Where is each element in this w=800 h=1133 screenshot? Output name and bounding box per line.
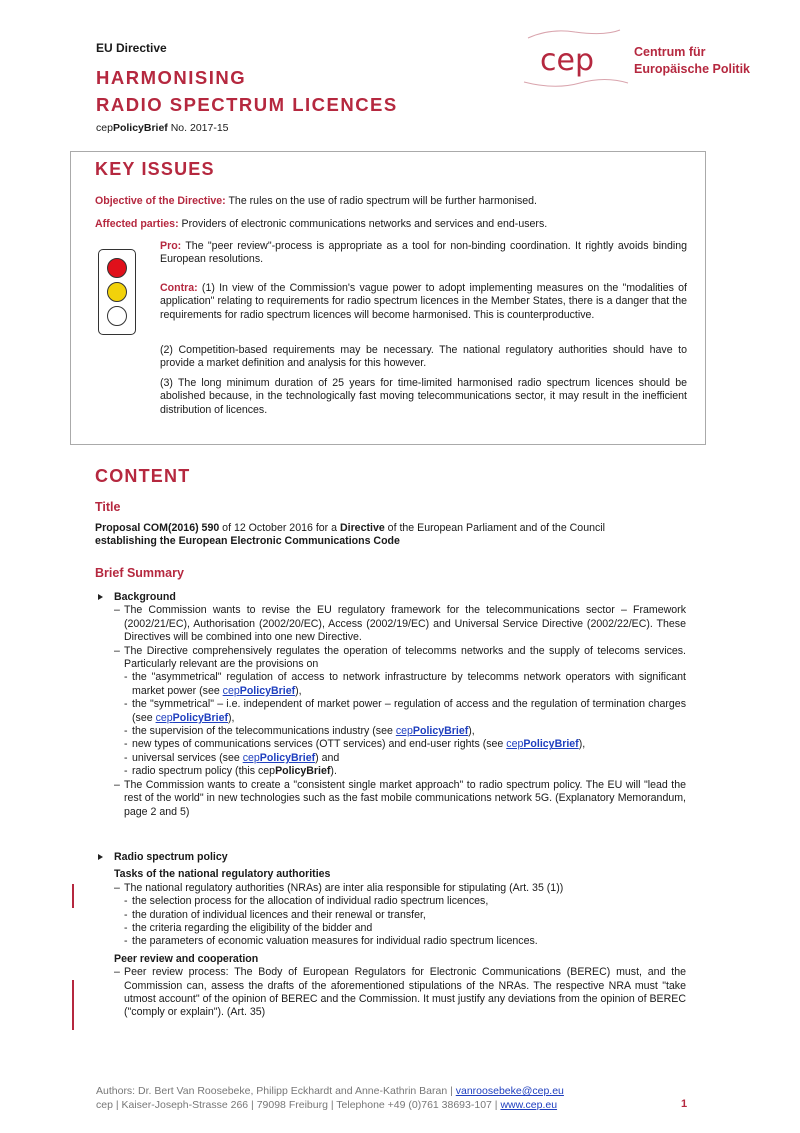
- policybrief-link[interactable]: [243, 752, 315, 764]
- change-bar: [72, 980, 74, 1030]
- provision-end: ),: [228, 711, 235, 724]
- logo-line-1: Centrum für: [634, 45, 706, 59]
- list-item: – The Directive comprehensively regulates the operation of telecomms networks and the supply of telecoms services. Particularly relevant are the provisions on: [114, 645, 686, 672]
- policybrief-link[interactable]: [223, 685, 295, 697]
- task-item: - the duration of individual licences and their renewal or transfer,: [124, 909, 686, 922]
- white-lamp: [107, 306, 127, 326]
- provision-text: the "asymmetrical" regulation of access to network infrastructure by telecomms network operators with significant market power (see: [132, 671, 686, 697]
- link-brand: PolicyBrief: [259, 751, 316, 764]
- provision-text: new types of communications services (OTT services) and end-user rights (see: [132, 738, 507, 751]
- brief-summary-heading: Brief Summary: [95, 566, 184, 580]
- task-item: - the parameters of economic valuation measures for individual radio spectrum licences.: [124, 935, 686, 948]
- footer: [96, 1084, 564, 1112]
- pro-text: [160, 240, 687, 267]
- task-item: - the selection process for the allocation of individual radio spectrum licences,: [124, 895, 686, 908]
- policy-brand: PolicyBrief: [112, 122, 168, 134]
- footer-authors: [96, 1084, 564, 1098]
- provision-end: ),: [295, 684, 302, 697]
- link-brand: PolicyBrief: [412, 725, 469, 738]
- provision-end: ),: [578, 738, 586, 751]
- provision-text: radio spectrum policy (this cep: [132, 765, 276, 778]
- contra-point-3: (3) The long minimum duration of 25 years for time-limited harmonised radio spectrum licences should be abolished because, in the technologically fast moving telecommunications sector, it may result in the inefficient distribution of licences.: [160, 377, 687, 416]
- provision-text: the supervision of the telecommunications industry (see: [132, 725, 396, 738]
- provision-item: [124, 765, 686, 778]
- list-item: – The Commission wants to create a "consistent single market approach" to radio spectrum policy. The EU will "lead the rest of the world" in new technologies such as the fast mobile communications network 5G. (Explanatory Memorandum, page 2 and 5): [114, 779, 686, 819]
- background-heading: [114, 591, 686, 604]
- pro-label: Pro:: [160, 240, 182, 252]
- radio-policy-section: [114, 851, 686, 1020]
- link-brand: PolicyBrief: [239, 684, 296, 697]
- objective-text: The rules on the use of radio spectrum will be further harmonised.: [225, 195, 538, 207]
- proposal-directive: Directive: [339, 522, 385, 534]
- list-item: – The Commission wants to revise the EU regulatory framework for the telecommunications sector – Framework (2002/21/EC), Authorisation (2002/20/EC), Access (2002/19/EC) and Universal Service Directive (2002/22/EC). These Directives will be combined into one new Directive.: [114, 604, 686, 644]
- title-heading: Title: [95, 500, 121, 514]
- provision-end: ).: [330, 765, 337, 778]
- tasks-heading: Tasks of the national regulatory authorities: [114, 868, 331, 881]
- proposal-text-2: of the European Parliament and of the Council: [384, 522, 605, 534]
- provision-item: [124, 752, 686, 765]
- objective: [95, 195, 695, 208]
- yellow-lamp: [107, 282, 127, 302]
- objective-label: Objective of the Directive:: [95, 195, 226, 207]
- list-item: – Peer review process: The Body of European Regulators for Electronic Communications (BEREC) must, and the Commission can, assess the drafts of the aforementioned stipulations of the NRAs. The respective NRA must "take utmost account" of the opinion of BEREC and the Commission. It must justify any deviations from the opinion of BEREC ("comply or explain"). (Art. 35): [114, 966, 686, 1020]
- email-link[interactable]: vanroosebeke@cep.eu: [455, 1085, 564, 1097]
- radio-policy-heading-text: Radio spectrum policy: [114, 851, 228, 863]
- link-brand: PolicyBrief: [172, 711, 228, 724]
- authors-text: Authors: Dr. Bert Van Roosebeke, Philipp Eckhardt and Anne-Kathrin Baran |: [96, 1085, 456, 1097]
- content-heading: CONTENT: [95, 466, 191, 486]
- policy-number: [96, 122, 229, 135]
- provision-item: [124, 725, 686, 738]
- address-text: cep | Kaiser-Joseph-Strasse 266 | 79098 Freiburg | Telephone +49 (0)761 38693-107 |: [96, 1099, 501, 1111]
- title-line-2: RADIO SPECTRUM LICENCES: [96, 94, 398, 115]
- page-title: [96, 64, 398, 118]
- pro-body: The "peer review"-process is appropriate as a tool for non-binding coordination. It rightly avoids binding European resolutions.: [160, 240, 687, 266]
- proposal-text-1: of 12 October 2016 for a: [219, 522, 340, 534]
- red-lamp: [107, 258, 127, 278]
- logo-mark-text: cep: [540, 43, 594, 78]
- radio-policy-heading: [114, 851, 686, 864]
- provision-list: [114, 671, 686, 778]
- contra-text: [160, 282, 687, 322]
- policy-number-value: No. 2017-15: [170, 122, 229, 134]
- link-prefix: cep: [155, 711, 173, 724]
- provision-brand: PolicyBrief: [275, 765, 331, 778]
- contra-body: (1) In view of the Commission's vague power to adopt implementing measures on the "modalities of application" relating to requirements for radio spectrum licences in the Member States, there is a danger that the requirements for radio spectrum licences will become harmonised. This is counterproductive.: [160, 282, 687, 321]
- key-issues-heading: KEY ISSUES: [95, 159, 215, 179]
- traffic-light-icon: [98, 249, 136, 335]
- website-link[interactable]: www.cep.eu: [500, 1099, 558, 1111]
- bullet-triangle-icon: [98, 594, 103, 600]
- logo-text: [634, 44, 750, 78]
- provision-end: ),: [468, 725, 475, 738]
- policybrief-link[interactable]: [156, 712, 228, 724]
- title-line-1: HARMONISING: [96, 67, 247, 88]
- policybrief-link[interactable]: [506, 738, 578, 750]
- link-brand: PolicyBrief: [523, 738, 579, 751]
- policy-prefix: cep: [96, 122, 113, 134]
- cep-logo-mark-icon: [520, 28, 632, 88]
- change-bar: [72, 884, 74, 908]
- provision-text: universal services (see: [132, 751, 243, 764]
- link-prefix: cep: [222, 684, 240, 697]
- peer-review-heading: Peer review and cooperation: [114, 952, 259, 965]
- page-number: 1: [681, 1098, 688, 1110]
- proposal-ref: Proposal COM(2016) 590: [95, 522, 220, 534]
- footer-address: [96, 1098, 564, 1112]
- tasks-list: [114, 895, 686, 949]
- provision-item: [124, 698, 686, 725]
- document-kind: EU Directive: [96, 41, 167, 55]
- bullet-triangle-icon: [98, 854, 103, 860]
- link-prefix: cep: [395, 725, 413, 738]
- proposal-line-2: establishing the European Electronic Communications Code: [95, 535, 400, 548]
- provision-item: [124, 671, 686, 698]
- affected-parties: [95, 218, 695, 231]
- link-prefix: cep: [506, 738, 524, 751]
- affected-text: Providers of electronic communications networks and services and end-users.: [178, 218, 548, 230]
- provision-item: [124, 738, 686, 751]
- background-heading-text: Background: [114, 591, 176, 603]
- background-section: [114, 591, 686, 819]
- cep-logo: [520, 28, 760, 88]
- provision-end: ) and: [315, 751, 340, 764]
- link-prefix: cep: [242, 751, 260, 764]
- task-item: - the criteria regarding the eligibility of the bidder and: [124, 922, 686, 935]
- logo-line-2: Europäische Politik: [634, 62, 751, 76]
- affected-label: Affected parties:: [95, 218, 179, 230]
- policybrief-link[interactable]: [396, 725, 468, 737]
- contra-label: Contra:: [160, 282, 198, 294]
- contra-point-2: (2) Competition-based requirements may be necessary. The national regulatory authorities should have to provide a market definition and analysis for this however.: [160, 344, 687, 370]
- list-item: – The national regulatory authorities (NRAs) are inter alia responsible for stipulating (Art. 35 (1)): [114, 882, 686, 895]
- proposal-title: [95, 522, 707, 549]
- provision-text: the "symmetrical" – i.e. independent of market power – regulation of access and the regulation of termination charges (see: [132, 698, 686, 724]
